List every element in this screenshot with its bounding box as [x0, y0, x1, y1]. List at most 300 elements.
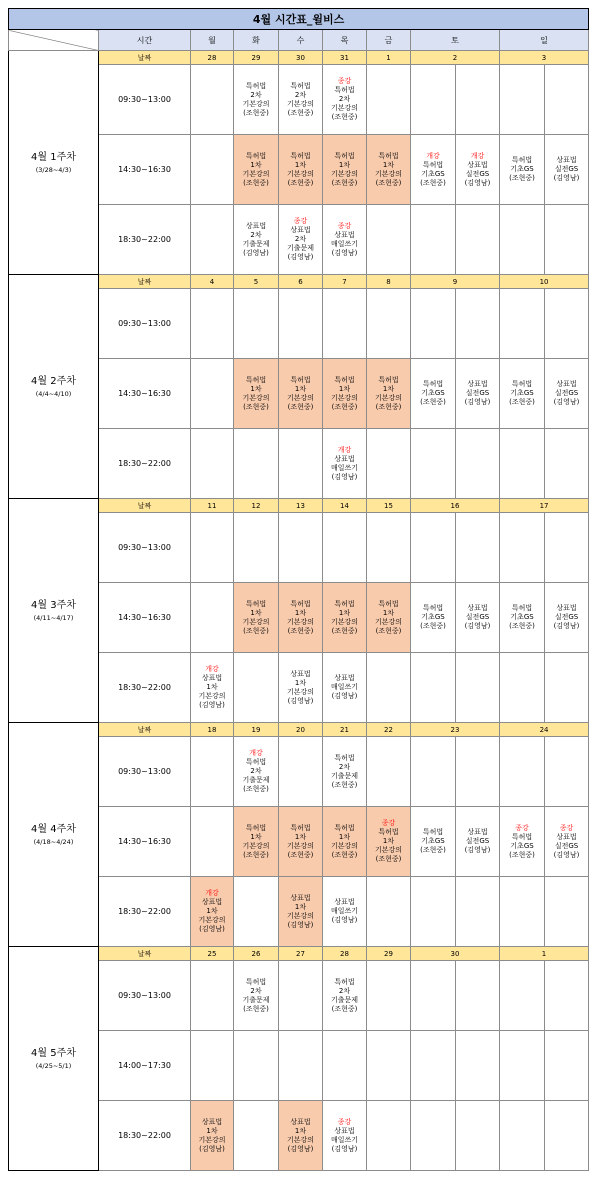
- class-line: 기본강의: [286, 169, 315, 178]
- empty-cell: [500, 737, 545, 807]
- class-line: 1차: [382, 608, 395, 617]
- class-line: (조현중): [331, 402, 358, 411]
- class-line: 상표법: [201, 898, 223, 906]
- time-label: 09:30~13:00: [99, 961, 191, 1031]
- date-cell: 31: [323, 51, 367, 65]
- empty-cell: [234, 289, 279, 359]
- class-cell: [279, 65, 323, 135]
- timetable-title: 4월 시간표_윌비스: [9, 9, 589, 30]
- class-line: 기본강의: [374, 393, 403, 402]
- empty-cell: [456, 1031, 500, 1101]
- class-cell: [234, 65, 279, 135]
- class-line: 특허법: [245, 81, 267, 90]
- class-line: 1차: [250, 384, 262, 393]
- class-line: 실전GS: [465, 389, 490, 397]
- empty-cell: [279, 513, 323, 583]
- class-line: (조현중): [243, 108, 269, 117]
- empty-cell: [545, 961, 589, 1031]
- class-line: 상표법: [290, 669, 311, 678]
- date-cell: 28: [191, 51, 234, 65]
- empty-cell: [234, 1031, 279, 1101]
- class-line: 실전GS: [465, 169, 490, 178]
- empty-cell: [234, 513, 279, 583]
- date-header: 날짜: [99, 947, 191, 961]
- class-line: 1차: [382, 160, 395, 169]
- class-line: 특허법: [245, 599, 267, 608]
- empty-cell: [191, 583, 234, 653]
- class-cell: [411, 583, 456, 653]
- class-cell: [323, 737, 367, 807]
- week-label-cell: [9, 723, 99, 947]
- empty-cell: [367, 653, 411, 723]
- class-line: 상표법: [334, 674, 355, 682]
- class-cell: [279, 653, 323, 723]
- class-line: (김영남): [553, 850, 580, 859]
- status-tag: 종강: [337, 1117, 352, 1126]
- empty-cell: [191, 737, 234, 807]
- empty-cell: [545, 1031, 589, 1101]
- class-line: 2차: [338, 762, 351, 771]
- week-label: 4월 2주차: [31, 375, 76, 387]
- empty-cell: [500, 1031, 545, 1101]
- class-line: 상표법: [556, 832, 577, 841]
- class-line: 기출문제: [286, 244, 315, 252]
- class-line: (김영남): [287, 253, 314, 261]
- status-tag: 개강: [205, 665, 219, 673]
- class-line: 기본강의: [330, 169, 359, 178]
- class-line: 기본강의: [198, 1135, 226, 1144]
- class-line: 2차: [250, 230, 262, 239]
- class-line: (조현중): [420, 398, 446, 406]
- class-line: (김영남): [331, 248, 358, 257]
- status-tag: 종강: [293, 217, 308, 225]
- time-label: 18:30~22:00: [99, 1101, 191, 1171]
- empty-cell: [500, 289, 545, 359]
- empty-cell: [411, 737, 456, 807]
- class-cell: [234, 359, 279, 429]
- class-line: 특허법: [422, 828, 444, 836]
- class-line: (조현중): [331, 178, 358, 187]
- empty-cell: [234, 429, 279, 499]
- class-cell: [323, 65, 367, 135]
- class-line: (조현중): [287, 108, 314, 117]
- class-line: 기본강의: [374, 846, 403, 854]
- class-line: (김영남): [331, 1144, 358, 1153]
- class-line: (조현중): [420, 846, 446, 854]
- empty-cell: [500, 877, 545, 947]
- empty-cell: [500, 653, 545, 723]
- empty-cell: [456, 205, 500, 275]
- week-label-cell: [9, 499, 99, 723]
- date-cell: 3: [500, 51, 589, 65]
- title-row: [9, 9, 589, 30]
- class-cell: [234, 807, 279, 877]
- class-line: (조현중): [509, 850, 535, 859]
- class-line: (김영남): [464, 178, 491, 187]
- class-cell: [456, 359, 500, 429]
- class-line: (조현중): [243, 1004, 269, 1013]
- date-cell: 25: [191, 947, 234, 961]
- class-line: 2차: [338, 986, 351, 995]
- class-line: 상표법: [290, 226, 311, 234]
- class-line: 상표법: [290, 1117, 311, 1126]
- date-cell: 20: [279, 723, 323, 737]
- class-cell: [367, 135, 411, 205]
- class-line: (조현중): [243, 402, 269, 411]
- empty-cell: [191, 289, 234, 359]
- class-line: 상표법: [334, 1126, 355, 1135]
- class-line: 특허법: [334, 375, 355, 384]
- class-cell: [234, 583, 279, 653]
- status-tag: 종강: [515, 823, 529, 832]
- empty-cell: [456, 737, 500, 807]
- class-cell: [279, 359, 323, 429]
- empty-cell: [234, 1101, 279, 1171]
- class-cell: [191, 877, 234, 947]
- empty-cell: [411, 1101, 456, 1171]
- week-range: (4/4~4/10): [35, 389, 72, 398]
- diagonal-corner-cell: [9, 30, 99, 51]
- class-line: 특허법: [511, 604, 533, 612]
- empty-cell: [411, 289, 456, 359]
- class-line: 상표법: [334, 454, 355, 463]
- day-header-tue: 화: [234, 30, 279, 51]
- class-line: 기출문제: [242, 995, 270, 1004]
- empty-cell: [234, 877, 279, 947]
- day-header-mon: 월: [191, 30, 234, 51]
- class-line: 특허법: [245, 758, 267, 766]
- date-cell: 27: [279, 947, 323, 961]
- empty-cell: [191, 513, 234, 583]
- class-line: 기본강의: [286, 841, 315, 850]
- class-line: 기본강의: [198, 692, 226, 700]
- date-row: [9, 51, 589, 65]
- class-line: 기본강의: [330, 617, 359, 626]
- empty-cell: [500, 65, 545, 135]
- class-line: (김영남): [553, 398, 580, 406]
- class-line: (조현중): [331, 850, 358, 859]
- day-header-sat: 토: [411, 30, 500, 51]
- status-tag: 개강: [249, 749, 263, 757]
- empty-cell: [367, 513, 411, 583]
- class-line: (김영남): [287, 920, 314, 929]
- empty-cell: [191, 205, 234, 275]
- empty-cell: [545, 429, 589, 499]
- empty-cell: [367, 429, 411, 499]
- class-line: 특허법: [245, 375, 267, 384]
- class-line: 특허법: [422, 380, 444, 388]
- class-line: 특허법: [378, 828, 399, 836]
- class-cell: [323, 135, 367, 205]
- empty-cell: [191, 65, 234, 135]
- class-line: 1차: [294, 902, 307, 911]
- class-line: 특허법: [245, 977, 267, 986]
- empty-cell: [545, 1101, 589, 1171]
- class-line: (조현중): [375, 402, 402, 411]
- class-cell: [323, 205, 367, 275]
- empty-cell: [500, 513, 545, 583]
- class-line: (김영남): [553, 622, 580, 630]
- empty-cell: [545, 653, 589, 723]
- class-line: 상표법: [467, 604, 488, 612]
- class-line: 1차: [338, 160, 351, 169]
- class-line: 실전GS: [554, 389, 579, 397]
- empty-cell: [191, 807, 234, 877]
- class-cell: [323, 1101, 367, 1171]
- class-line: 2차: [338, 95, 351, 103]
- class-line: (김영남): [464, 622, 491, 630]
- date-cell: 29: [234, 51, 279, 65]
- class-line: 특허법: [422, 604, 444, 612]
- class-cell: [500, 583, 545, 653]
- class-line: (조현중): [375, 855, 402, 863]
- class-line: (조현중): [509, 174, 535, 182]
- date-cell: 11: [191, 499, 234, 513]
- class-line: (김영남): [464, 398, 491, 406]
- empty-cell: [456, 289, 500, 359]
- week-label: 4월 4주차: [31, 823, 76, 835]
- class-cell: [545, 135, 589, 205]
- date-cell: 18: [191, 723, 234, 737]
- empty-cell: [279, 429, 323, 499]
- date-cell: 10: [500, 275, 589, 289]
- class-line: 기본강의: [286, 617, 315, 626]
- class-line: (조현중): [287, 850, 314, 859]
- class-cell: [234, 205, 279, 275]
- class-line: (조현중): [420, 622, 446, 630]
- class-line: 특허법: [290, 81, 311, 90]
- class-cell: [323, 961, 367, 1031]
- week-range: (4/18~4/24): [33, 837, 74, 846]
- class-line: (조현중): [331, 113, 358, 121]
- day-header-wed: 수: [279, 30, 323, 51]
- empty-cell: [191, 135, 234, 205]
- empty-cell: [411, 653, 456, 723]
- status-tag: 종강: [381, 819, 396, 827]
- class-cell: [279, 583, 323, 653]
- date-cell: 30: [411, 947, 500, 961]
- class-line: 기출문제: [242, 239, 270, 248]
- class-line: 기본강의: [286, 393, 315, 402]
- status-tag: 종강: [337, 77, 352, 85]
- class-line: 실전GS: [554, 613, 579, 621]
- class-line: 기본강의: [374, 617, 403, 626]
- empty-cell: [456, 429, 500, 499]
- class-line: 기본강의: [242, 617, 270, 626]
- time-label: 09:30~13:00: [99, 513, 191, 583]
- class-line: 1차: [338, 608, 351, 617]
- class-line: 특허법: [245, 823, 267, 832]
- empty-cell: [545, 65, 589, 135]
- class-line: 상표법: [245, 221, 267, 230]
- class-cell: [234, 737, 279, 807]
- empty-cell: [456, 65, 500, 135]
- time-label: 18:30~22:00: [99, 653, 191, 723]
- class-cell: [279, 877, 323, 947]
- class-cell: [411, 359, 456, 429]
- empty-cell: [456, 513, 500, 583]
- status-tag: 개강: [337, 445, 352, 454]
- class-line: 기본강의: [286, 687, 315, 696]
- class-line: 2차: [250, 986, 262, 995]
- empty-cell: [500, 1101, 545, 1171]
- class-cell: [279, 807, 323, 877]
- class-line: (김영남): [331, 472, 358, 481]
- empty-cell: [411, 513, 456, 583]
- class-line: 1차: [294, 1126, 307, 1135]
- date-cell: 30: [279, 51, 323, 65]
- class-line: 특허법: [245, 151, 267, 160]
- class-cell: [234, 961, 279, 1031]
- empty-cell: [411, 429, 456, 499]
- empty-cell: [411, 1031, 456, 1101]
- class-cell: [367, 807, 411, 877]
- date-cell: 2: [411, 51, 500, 65]
- empty-cell: [456, 653, 500, 723]
- class-cell: [545, 583, 589, 653]
- class-line: (김영남): [287, 1144, 314, 1153]
- class-cell: [411, 135, 456, 205]
- time-label: 09:30~13:00: [99, 737, 191, 807]
- date-row: [9, 947, 589, 961]
- class-line: 상표법: [467, 828, 488, 836]
- time-label: 09:30~13:00: [99, 65, 191, 135]
- class-cell: [367, 583, 411, 653]
- time-label: 09:30~13:00: [99, 289, 191, 359]
- date-cell: 1: [500, 947, 589, 961]
- class-line: 매일쓰기: [330, 239, 359, 248]
- date-cell: 14: [323, 499, 367, 513]
- class-line: 기초GS: [421, 389, 445, 397]
- class-line: (조현중): [375, 178, 402, 187]
- date-cell: 15: [367, 499, 411, 513]
- class-line: (김영남): [199, 1144, 225, 1153]
- class-line: (조현중): [509, 398, 535, 406]
- class-cell: [323, 583, 367, 653]
- timetable: [8, 8, 589, 1171]
- date-cell: 7: [323, 275, 367, 289]
- empty-cell: [411, 961, 456, 1031]
- week-label-cell: [9, 947, 99, 1171]
- class-line: (조현중): [287, 178, 314, 187]
- class-line: 기본강의: [330, 393, 359, 402]
- empty-cell: [191, 359, 234, 429]
- empty-cell: [191, 1031, 234, 1101]
- week-label: 4월 1주차: [31, 151, 76, 163]
- class-line: 1차: [382, 384, 395, 393]
- class-line: 기본강의: [242, 99, 270, 108]
- empty-cell: [500, 429, 545, 499]
- class-line: 상표법: [556, 156, 577, 164]
- class-line: 특허법: [334, 753, 355, 762]
- week-label: 4월 5주차: [31, 1047, 76, 1059]
- class-line: 1차: [250, 608, 262, 617]
- class-line: 기출문제: [330, 995, 359, 1004]
- class-line: 매일쓰기: [330, 463, 359, 472]
- class-line: 1차: [294, 678, 307, 687]
- date-header: 날짜: [99, 499, 191, 513]
- empty-cell: [411, 65, 456, 135]
- date-cell: 1: [367, 51, 411, 65]
- empty-cell: [367, 65, 411, 135]
- class-cell: [323, 429, 367, 499]
- empty-cell: [545, 513, 589, 583]
- class-line: 상표법: [201, 674, 223, 682]
- day-header-fri: 금: [367, 30, 411, 51]
- empty-cell: [367, 289, 411, 359]
- week-range: (4/11~4/17): [33, 613, 74, 622]
- date-cell: 26: [234, 947, 279, 961]
- class-line: 상표법: [467, 160, 488, 169]
- date-cell: 22: [367, 723, 411, 737]
- class-line: (조현중): [420, 178, 446, 187]
- time-label: 18:30~22:00: [99, 877, 191, 947]
- class-cell: [234, 135, 279, 205]
- class-line: 1차: [294, 160, 307, 169]
- empty-cell: [234, 653, 279, 723]
- class-line: (김영남): [331, 916, 358, 924]
- class-line: 1차: [206, 683, 218, 691]
- class-cell: [545, 807, 589, 877]
- class-line: 특허법: [334, 823, 355, 832]
- date-header: 날짜: [99, 51, 191, 65]
- empty-cell: [411, 205, 456, 275]
- class-line: 특허법: [422, 160, 444, 169]
- header-row: [9, 30, 589, 51]
- time-column-header: 시간: [99, 30, 191, 51]
- empty-cell: [545, 289, 589, 359]
- class-line: 매일쓰기: [330, 907, 359, 915]
- week-label-cell: [9, 275, 99, 499]
- class-cell: [456, 135, 500, 205]
- class-line: 상표법: [334, 898, 355, 906]
- date-row: [9, 275, 589, 289]
- class-line: 기본강의: [242, 841, 270, 850]
- empty-cell: [279, 961, 323, 1031]
- date-cell: 13: [279, 499, 323, 513]
- class-line: 기본강의: [286, 911, 315, 920]
- class-cell: [323, 359, 367, 429]
- empty-cell: [500, 961, 545, 1031]
- class-cell: [411, 807, 456, 877]
- class-line: (조현중): [287, 402, 314, 411]
- empty-cell: [323, 513, 367, 583]
- time-label: 18:30~22:00: [99, 429, 191, 499]
- class-cell: [500, 135, 545, 205]
- date-cell: 28: [323, 947, 367, 961]
- empty-cell: [456, 961, 500, 1031]
- time-label: 14:30~16:30: [99, 583, 191, 653]
- class-line: 기본강의: [374, 169, 403, 178]
- class-line: (조현중): [331, 780, 358, 789]
- date-cell: 16: [411, 499, 500, 513]
- date-cell: 21: [323, 723, 367, 737]
- empty-cell: [367, 737, 411, 807]
- date-cell: 9: [411, 275, 500, 289]
- class-line: 1차: [382, 837, 395, 845]
- empty-cell: [323, 1031, 367, 1101]
- class-line: (김영남): [243, 248, 269, 257]
- empty-cell: [279, 1031, 323, 1101]
- date-header: 날짜: [99, 275, 191, 289]
- class-line: 특허법: [334, 977, 355, 986]
- empty-cell: [367, 205, 411, 275]
- empty-cell: [367, 961, 411, 1031]
- day-header-thu: 목: [323, 30, 367, 51]
- class-line: (조현중): [243, 850, 269, 859]
- class-line: 기본강의: [330, 841, 359, 850]
- empty-cell: [456, 1101, 500, 1171]
